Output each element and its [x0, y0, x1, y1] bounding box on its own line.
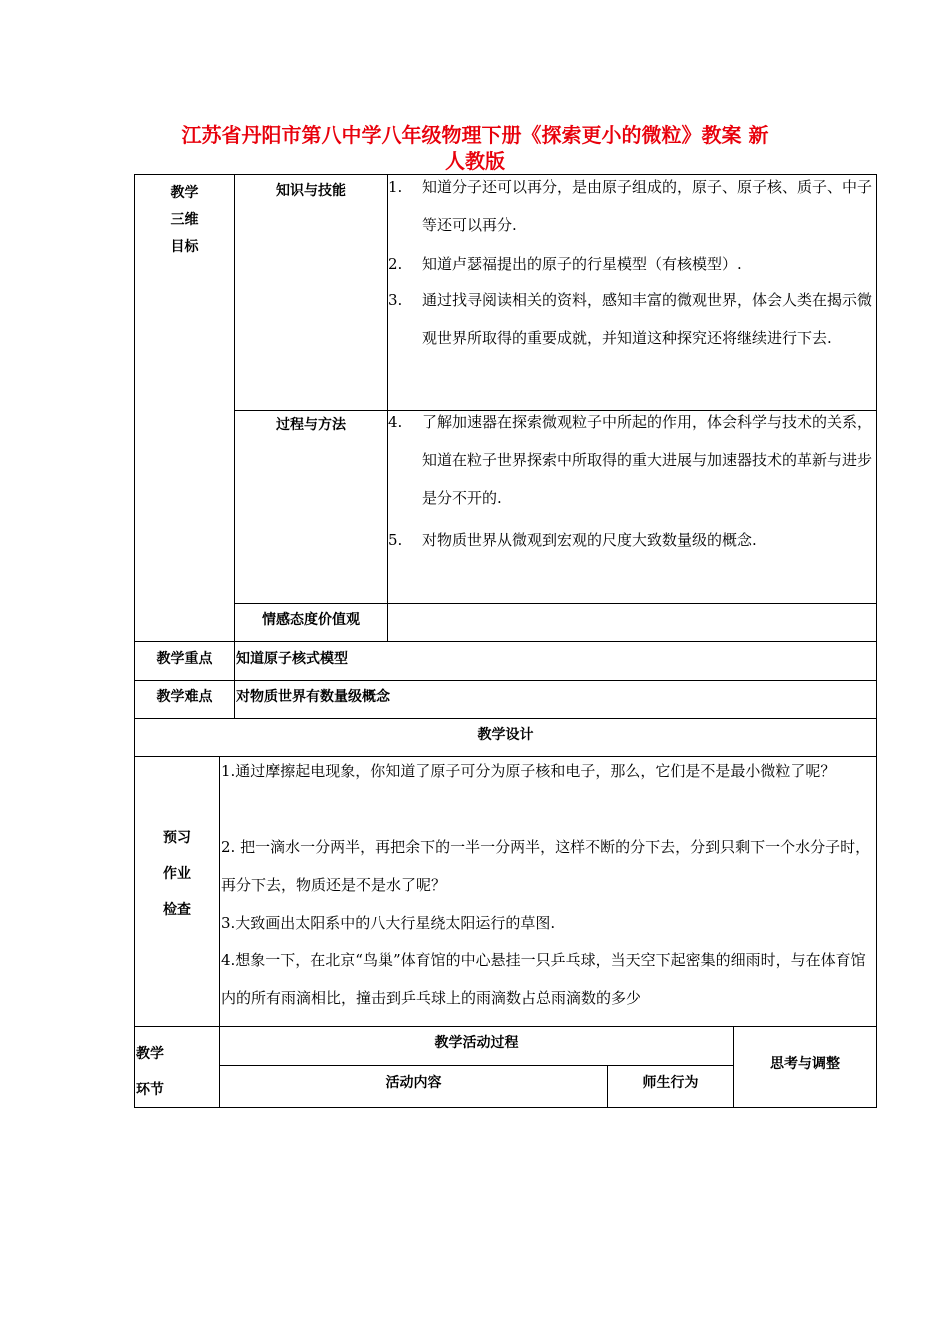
- key-point-value: 知道原子核式模型: [236, 651, 348, 667]
- preview-label-line: 检查: [163, 902, 191, 918]
- title-line-2: 人教版: [445, 149, 505, 173]
- reflection-header: 思考与调整: [770, 1056, 840, 1072]
- objective-text: 知道卢瑟福提出的原子的行星模型（有核模型）.: [422, 255, 742, 273]
- preview-item: 3.大致画出太阳系中的八大行星绕太阳运行的草图.: [221, 914, 556, 932]
- knowledge-label: 知识与技能: [276, 183, 346, 199]
- objectives-header: [135, 180, 234, 261]
- objective-number: 5.: [388, 531, 403, 549]
- stage-label-line: 教学: [136, 1046, 164, 1062]
- activity-content-header: 活动内容: [385, 1075, 442, 1091]
- objective-number: 1.: [388, 178, 403, 196]
- teacher-student-behavior-header: 师生行为: [642, 1075, 699, 1091]
- preview-label: [135, 820, 219, 928]
- objective-number: 3.: [388, 291, 403, 309]
- objective-number: 2.: [388, 255, 403, 273]
- activity-process-header: 教学活动过程: [434, 1035, 519, 1051]
- preview-item: 2. 把一滴水一分两半，再把余下的一半一分两半，这样不断的分下去，分到只剩下一个水分子时，再分下去，物质还是不是水了呢？: [221, 838, 871, 894]
- document-title: [130, 122, 820, 174]
- objective-text: 对物质世界从微观到宏观的尺度大致数量级的概念.: [422, 531, 757, 549]
- objective-text: 通过找寻阅读相关的资料，感知丰富的微观世界，体会人类在揭示微观世界所取得的重要成就，并知道这种探究还将继续进行下去.: [422, 291, 873, 347]
- preview-label-line: 作业: [163, 866, 191, 882]
- objective-number: 4.: [388, 413, 403, 431]
- title-line-1: 江苏省丹阳市第八中学八年级物理下册《探索更小的微粒》教案 新: [181, 123, 769, 147]
- difficulty-label: 教学难点: [156, 689, 213, 705]
- preview-label-line: 预习: [163, 830, 191, 846]
- emotion-label: 情感态度价值观: [262, 612, 360, 628]
- process-label: 过程与方法: [276, 417, 346, 433]
- preview-item: 1.通过摩擦起电现象，你知道了原子可分为原子核和电子，那么，它们是不是最小微粒了呢？: [221, 762, 836, 780]
- objectives-header-line: 三维: [170, 212, 199, 228]
- difficulty-value: 对物质世界有数量级概念: [236, 689, 390, 705]
- stage-label-line: 环节: [136, 1082, 164, 1098]
- objectives-header-line: 教学: [170, 185, 199, 201]
- key-point-label: 教学重点: [156, 651, 213, 667]
- objective-text: 了解加速器在探索微观粒子中所起的作用，体会科学与技术的关系，知道在粒子世界探索中所取得的重大进展与加速器技术的革新与进步是分不开的.: [422, 413, 873, 507]
- stage-label: [136, 1036, 164, 1108]
- objective-text: 知道分子还可以再分，是由原子组成的，原子、原子核、质子、中子等还可以再分.: [422, 178, 873, 234]
- preview-item: 4.想象一下，在北京“鸟巢”体育馆的中心悬挂一只乒乓球，当天空下起密集的细雨时，与在体育馆内的所有雨滴相比，撞击到乒乓球上的雨滴数占总雨滴数的多少: [221, 951, 866, 1007]
- objectives-header-line: 目标: [170, 239, 199, 255]
- design-header: 教学设计: [477, 727, 534, 743]
